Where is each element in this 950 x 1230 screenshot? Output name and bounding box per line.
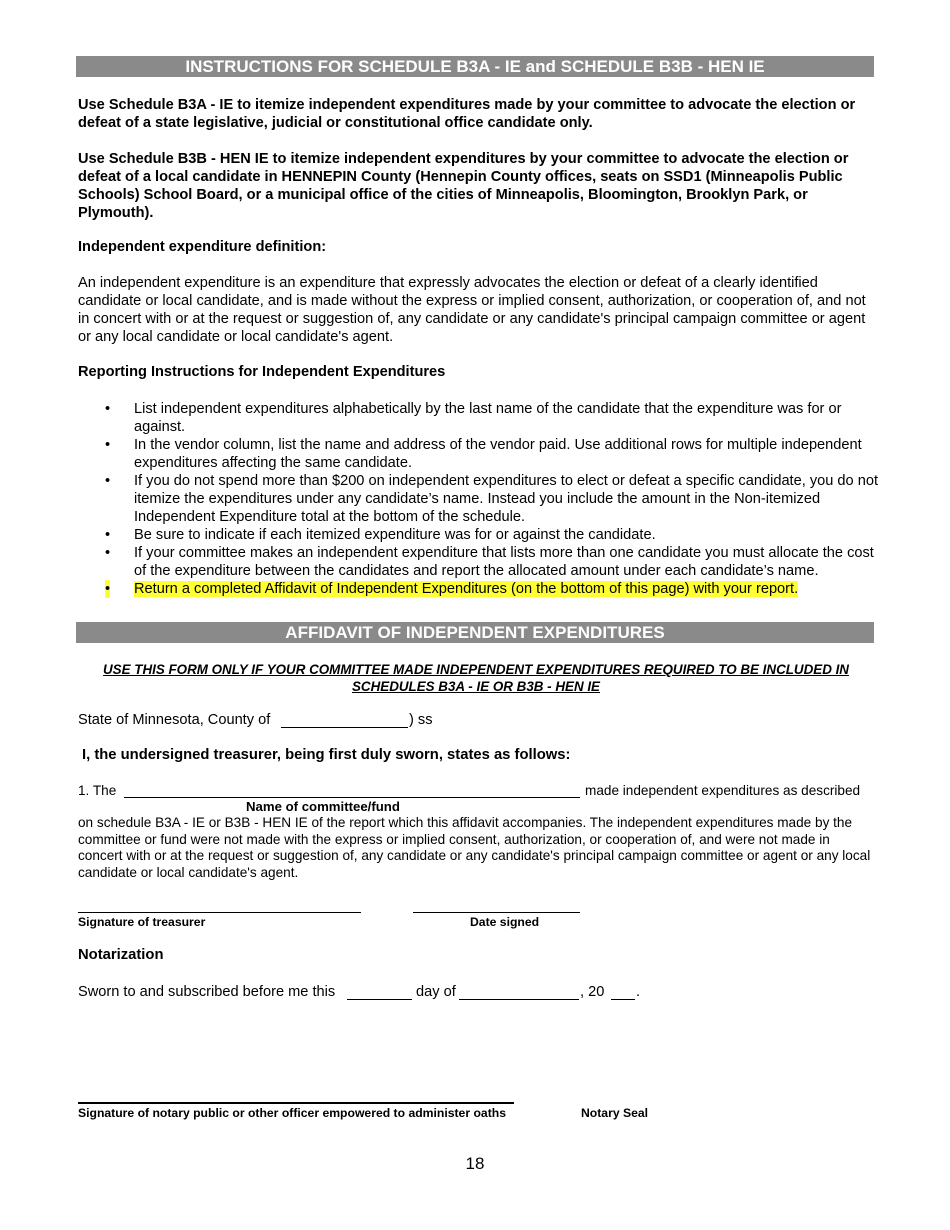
sworn-period: . — [636, 984, 641, 1000]
reporting-heading: Reporting Instructions for Independent Expenditures — [78, 364, 446, 380]
schedule-b3a-paragraph: Use Schedule B3A - IE to itemize independent expenditures made by your committee to advocate the election or defeat of a state legislative, judicial or constitutional office candidate only. — [78, 97, 856, 131]
sworn-month-field[interactable] — [459, 999, 579, 1000]
page-number: 18 — [465, 1154, 485, 1173]
committee-name-label: Name of committee/fund — [246, 799, 400, 814]
sworn-statement: I, the undersigned treasurer, being first duly sworn, states as follows: — [82, 747, 571, 763]
use-only-notice: USE THIS FORM ONLY IF YOUR COMMITTEE MADE INDEPENDENT EXPENDITURES REQUIRED TO BE INCLUDED IN SCHEDULES B3A - IE OR B3B - HEN IE — [103, 662, 849, 694]
list-item: • If you do not spend more than $200 on independent expenditures to elect or defeat a specific candidate, you do not itemize the expenditures under any candidate’s name. Instead you include the amount in the Non-itemized Independent Expenditure total at the bottom of the schedule. — [105, 473, 878, 525]
ss-label: ) ss — [409, 712, 433, 728]
schedule-b3b-paragraph: Use Schedule B3B - HEN IE to itemize independent expenditures by your committee to advocate the election or defeat of a local candidate in HENNEPIN County (Hennepin County offices, seats on SSD1 (Minneapolis Public Schools) School Board, or a municipal office of the cities of Minneapolis, Bloomington, Brooklyn Park, or Plymouth). — [78, 151, 849, 221]
highlighted-list-item: • Return a completed Affidavit of Independent Expenditures (on the bottom of this page) with your report. — [105, 581, 799, 597]
list-item: • List independent expenditures alphabetically by the last name of the candidate that the expenditure was for or against. — [105, 401, 842, 435]
sworn-day-label: day of — [416, 984, 456, 1000]
treasurer-signature-field[interactable] — [78, 912, 361, 913]
reporting-instructions-list — [78, 400, 878, 598]
definition-text: An independent expenditure is an expenditure that expressly advocates the election or defeat of a clearly identified candidate or local candidate, and is made without the express or implied consent, authorization, or cooperation of, and not in concert with or at the request or suggestion of, any candidate or any candidate's principal campaign committee or agent or any local candidate or local candidate's agent. — [78, 275, 866, 345]
notary-seal-label: Notary Seal — [581, 1106, 649, 1120]
definition-heading: Independent expenditure definition: — [78, 239, 327, 255]
affidavit-banner: AFFIDAVIT OF INDEPENDENT EXPENDITURES — [76, 622, 874, 643]
bullet-icon: • — [105, 401, 111, 417]
notary-signature-label: Signature of notary public or other officer empowered to administer oaths — [78, 1106, 506, 1120]
bullet-icon: • — [105, 437, 111, 453]
sworn-prefix: Sworn to and subscribed before me this — [78, 984, 336, 1000]
list-item: • Be sure to indicate if each itemized expenditure was for or against the candidate. — [105, 527, 656, 543]
sworn-day-field[interactable] — [347, 999, 412, 1000]
date-signed-field[interactable] — [413, 912, 580, 913]
list-item: • In the vendor column, list the name and address of the vendor paid. Use additional rows for multiple independent expenditures affecting the same candidate. — [105, 437, 862, 471]
bullet-icon: • — [105, 545, 111, 561]
item1-body: on schedule B3A - IE or B3B - HEN IE of the report which this affidavit accompanies. The independent expenditures made by the committee or fund were not made with the express or implied consent, authorization, or cooperation of, and were not made in concert with or at the request or suggestion of, any candidate or any candidate's principal campaign committee or agent or any local candidate or local candidate's agent. — [78, 815, 871, 880]
committee-name-field[interactable] — [124, 797, 580, 798]
notary-signature-field[interactable] — [78, 1102, 514, 1104]
bullet-icon: • — [105, 581, 111, 597]
list-item: • If your committee makes an independent expenditure that lists more than one candidate you must allocate the cost of the expenditure between the candidates and report the allocated amount under each candidate’s name. — [105, 545, 874, 579]
state-county-label: State of Minnesota, County of — [78, 712, 271, 728]
notarization-heading: Notarization — [78, 947, 164, 963]
treasurer-signature-label: Signature of treasurer — [78, 915, 206, 929]
sworn-year-field[interactable] — [611, 999, 635, 1000]
item1-prefix: 1. The — [78, 783, 117, 798]
date-signed-label: Date signed — [470, 915, 540, 929]
sworn-year-prefix: , 20 — [580, 984, 605, 1000]
instructions-banner: INSTRUCTIONS FOR SCHEDULE B3A - IE and SCHEDULE B3B - HEN IE — [76, 56, 874, 77]
bullet-icon: • — [105, 473, 111, 489]
bullet-icon: • — [105, 527, 111, 543]
item1-suffix: made independent expenditures as described — [585, 783, 861, 798]
county-field[interactable] — [281, 727, 408, 728]
